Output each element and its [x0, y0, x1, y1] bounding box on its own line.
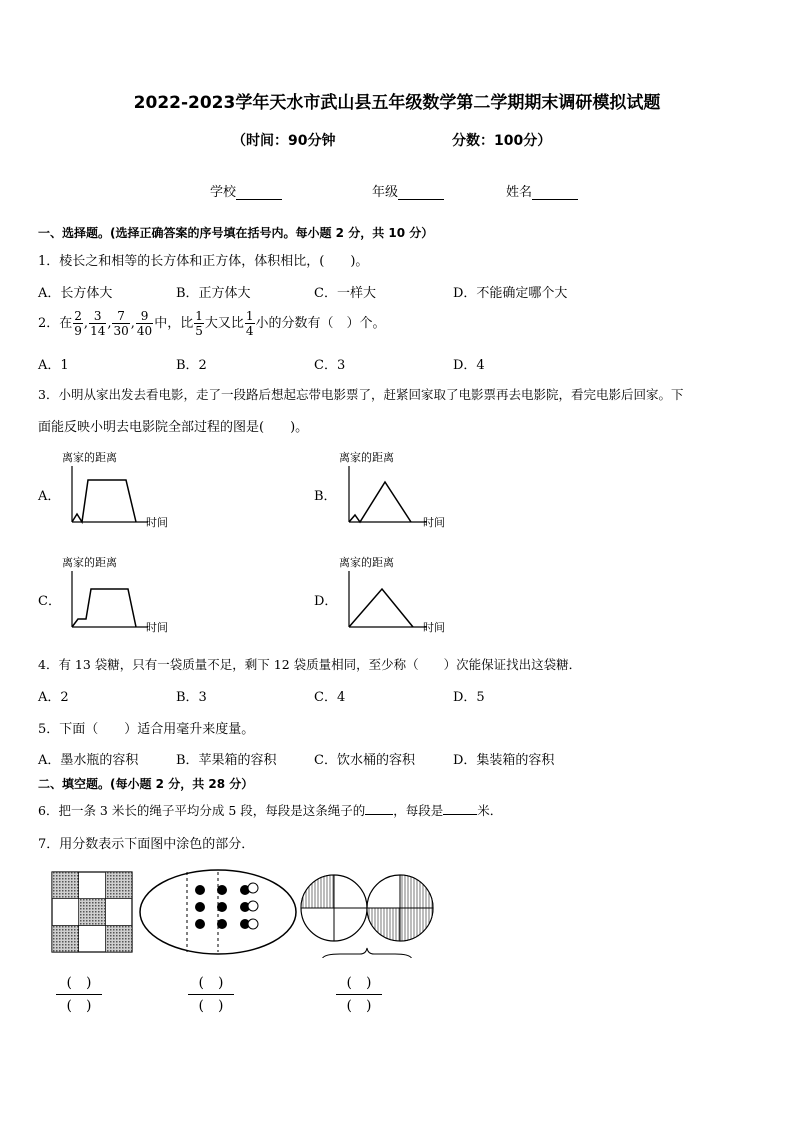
q2-prefix: 2．在	[38, 316, 73, 331]
q4-option-c: C．4	[314, 690, 346, 705]
q3-graph-b	[335, 448, 465, 534]
q2-option-b: B．2	[176, 358, 207, 373]
q7-text: 7．用分数表示下面图中涂色的部分．	[38, 837, 255, 852]
q2-upper-fraction: $\frac{1}{4}$	[245, 309, 254, 338]
q1-option-d: D．不能确定哪个大	[453, 286, 568, 301]
grade-blank	[398, 185, 444, 200]
q3-label-d: D．	[314, 594, 338, 609]
exam-title: 2022-2023学年天水市武山县五年级数学第二学期期末调研模拟试题	[133, 93, 661, 113]
q5-option-b: B．苹果箱的容积	[176, 753, 277, 768]
school-field	[210, 181, 282, 200]
q2-fraction-1: $\frac{2}{9}$	[74, 309, 82, 338]
q7-answer-1-denominator[interactable]: ( )	[56, 994, 102, 1017]
q6-blank-fraction	[365, 801, 393, 815]
q3-label-c: C．	[38, 594, 61, 609]
q7-answer-3[interactable]	[336, 972, 382, 1017]
q2-option-a: A．1	[38, 358, 69, 373]
q3-graph-c	[58, 553, 188, 639]
graph-d-ylabel: 离家的距离	[339, 556, 394, 569]
graph-c-ylabel: 离家的距离	[62, 556, 117, 569]
q6-part2: ，每段是	[393, 803, 444, 818]
q6-part1: 6．把一条 3 米长的绳子平均分成 5 段，每段是这条绳子的	[38, 803, 366, 818]
q2-mid2: 大又比	[204, 316, 244, 331]
q7-answer-1-numerator[interactable]: ( )	[66, 975, 92, 991]
school-label: 学校	[210, 185, 237, 200]
q3-text-line1: 3．小明从家出发去看电影，走了一段路后想起忘带电影票了，赶紧回家取了电影票再去电影院，看完电影后回家。下	[38, 387, 684, 402]
ellipse-dots-figure	[140, 870, 296, 954]
name-blank	[532, 185, 578, 200]
checker-square-figure	[52, 872, 132, 952]
q4-option-b: B．3	[176, 690, 207, 705]
q2-suffix: 小的分数有（ ）个。	[255, 316, 386, 331]
q5-option-d: D．集装箱的容积	[453, 753, 555, 768]
section1-heading: 一、选择题。(选择正确答案的序号填在括号内。每小题 2 分，共 10 分）	[38, 226, 434, 240]
q6-part3: 米．	[477, 803, 503, 818]
grade-label: 年级	[372, 185, 399, 200]
grade-field	[372, 181, 444, 200]
q4-option-d: D．5	[453, 690, 485, 705]
q2-option-d: D．4	[453, 358, 485, 373]
exam-score: 分数：100分）	[452, 133, 552, 149]
q2-fraction-2: $\frac{3}{14}$	[90, 309, 106, 338]
q2-text: 2．在 $\frac{2}{9}$ , $\frac{3}{14}$ , $\frac{7}{30}$ , $\frac{9}{40}$ 中，比 $\frac{1}{5}$ 大又比 $\frac{1}{4}$ 小的分数有（ ）个。	[38, 309, 386, 338]
q2-option-c: C．3	[314, 358, 346, 373]
q6-text	[38, 801, 502, 819]
graph-d-xlabel: 时间	[423, 621, 445, 634]
q2-mid1: 中，比	[154, 316, 194, 331]
q3-text-line2: 面能反映小明去电影院全部过程的图是( )。	[38, 420, 309, 435]
graph-b-ylabel: 离家的距离	[339, 451, 394, 464]
q1-option-b: B．正方体大	[176, 286, 251, 301]
section2-heading: 二、填空题。(每小题 2 分，共 28 分）	[38, 777, 254, 791]
two-circles-figure	[301, 875, 433, 958]
q7-answer-2-denominator[interactable]: ( )	[188, 994, 234, 1017]
q7-answer-1[interactable]	[56, 972, 102, 1017]
q4-text: 4．有 13 袋糖，只有一袋质量不足，剩下 12 袋质量相同，至少称（ ）次能保证找出这袋糖．	[38, 657, 582, 672]
name-label: 姓名	[506, 185, 533, 200]
q5-text: 5．下面（ ）适合用毫升来度量。	[38, 722, 255, 737]
q3-graph-d	[335, 553, 465, 639]
q2-fraction-4: $\frac{9}{40}$	[136, 309, 153, 338]
q5-option-c: C．饮水桶的容积	[314, 753, 415, 768]
q1-text: 1．棱长之和相等的长方体和正方体，体积相比，( )。	[38, 254, 369, 269]
q7-answer-2-numerator[interactable]: ( )	[198, 975, 224, 991]
q2-lower-fraction: $\frac{1}{5}$	[195, 309, 203, 338]
q4-option-a: A．2	[38, 690, 69, 705]
graph-a-ylabel: 离家的距离	[62, 451, 117, 464]
q5-option-a: A．墨水瓶的容积	[38, 753, 139, 768]
q7-answer-3-denominator[interactable]: ( )	[336, 994, 382, 1017]
q7-answer-2[interactable]	[188, 972, 234, 1017]
q6-blank-meters	[443, 801, 477, 815]
school-blank	[236, 185, 282, 200]
graph-a-xlabel: 时间	[146, 516, 168, 529]
q3-label-a: A．	[38, 489, 61, 504]
q2-fraction-3: $\frac{7}{30}$	[113, 309, 129, 338]
q1-option-a: A．长方体大	[38, 286, 113, 301]
exam-time: （时间：90分钟	[232, 133, 336, 149]
q1-option-c: C．一样大	[314, 286, 376, 301]
q7-answer-3-numerator[interactable]: ( )	[346, 975, 372, 991]
graph-c-xlabel: 时间	[146, 621, 168, 634]
q3-graph-a	[58, 448, 188, 534]
graph-b-xlabel: 时间	[423, 516, 445, 529]
q7-figures	[50, 866, 450, 958]
q3-label-b: B．	[314, 489, 337, 504]
name-field	[506, 181, 578, 200]
